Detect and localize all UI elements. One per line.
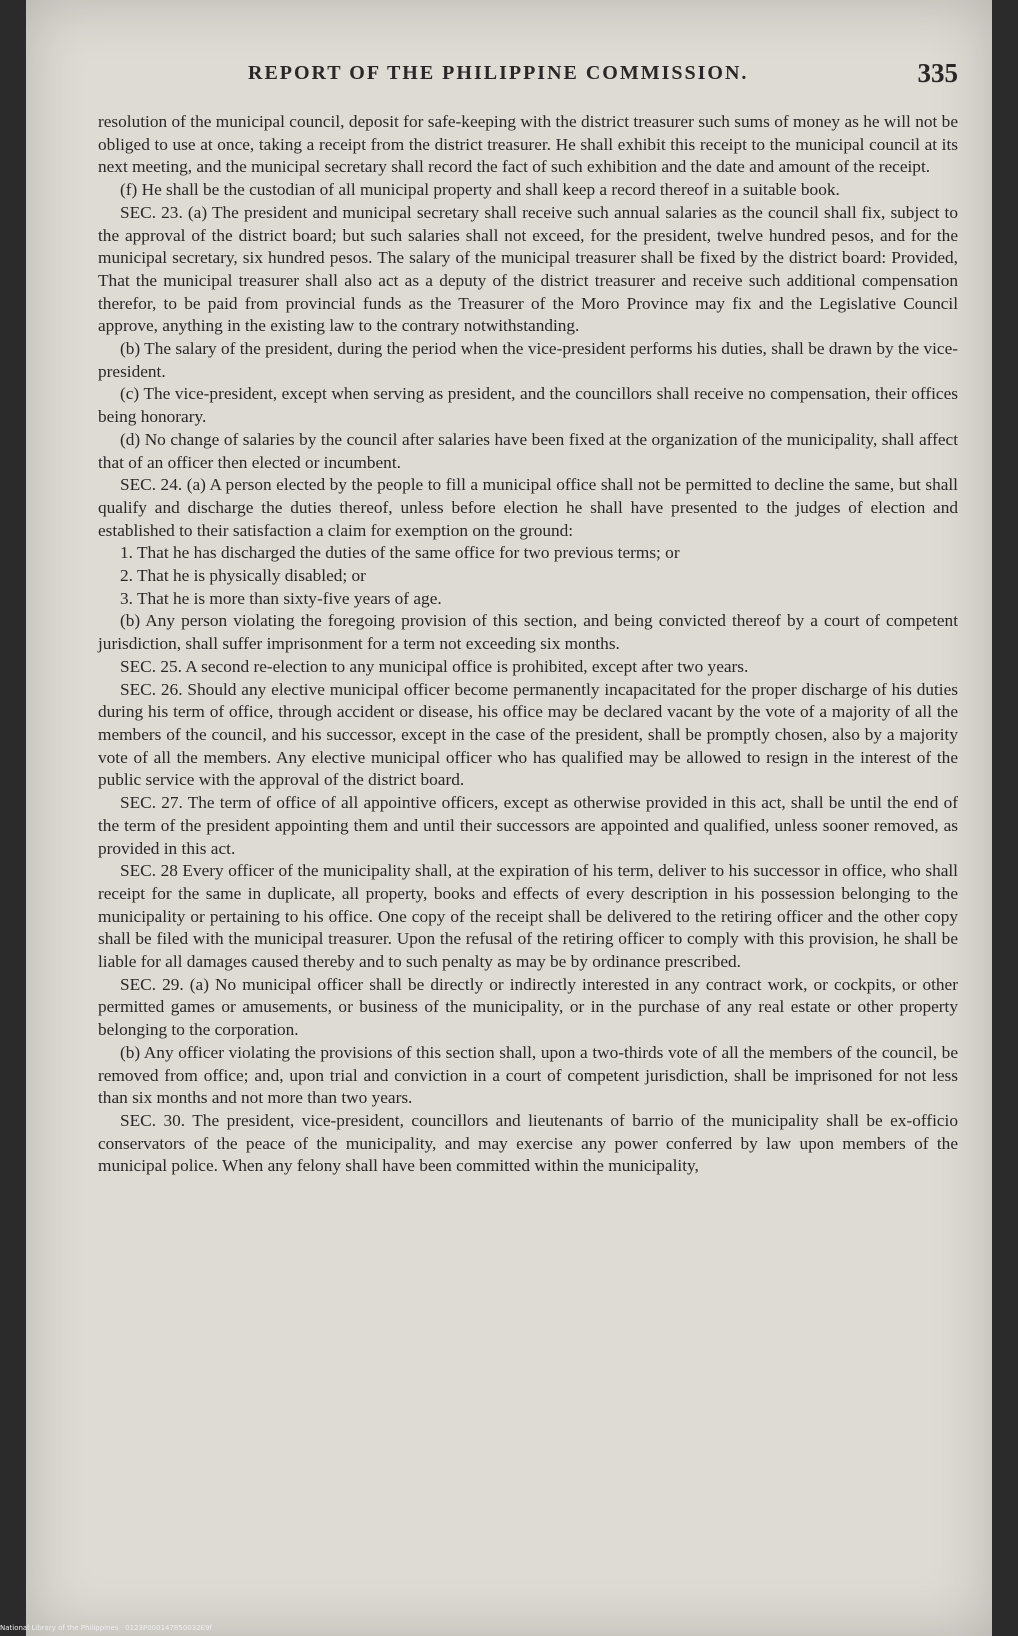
section-paragraph: SEC. 27. The term of office of all appointive officers, except as otherwise provided in this act, shall be until the end of the term of the president appointing them and until their successors are appointed and qualified, unless sooner removed, as provided in this act. [98, 793, 958, 858]
running-title: REPORT OF THE PHILIPPINE COMMISSION. [248, 62, 749, 84]
section-paragraph: SEC. 25. A second re-election to any municipal office is prohibited, except after two years. [120, 656, 749, 676]
page-number: 335 [917, 58, 958, 88]
section-paragraph: SEC. 23. (a) The president and municipal secretary shall receive such annual salaries as the council shall fix, subject to the approval of the district board; but such salaries shall not exceed, for the president, twelve hundred pesos, and for the municipal secretary, six hundred pesos. The salary of the municipal treasurer shall be fixed by the district board: Provided, That the municipal treasurer shall also act as a deputy of the district treasurer and receive such additional compensation therefor, to be paid from provincial funds as the Treasurer of the Moro Province may fix and the Legislative Council approve, anything in the existing law to the contrary notwithstanding. [98, 202, 958, 336]
section-paragraph: SEC. 29. (a) No municipal officer shall be directly or indirectly interested in any contract work, or cockpits, or other permitted games or amusements, or business of the municipality, or in the purchase of any real estate or other property belonging to the corporation. [98, 974, 958, 1040]
list-item: 2. That he is physically disabled; or [120, 566, 366, 586]
paragraph: (c) The vice-president, except when serving as president, and the councillors shall receive no compensation, their offices being honorary. [98, 384, 958, 427]
list-item: 3. That he is more than sixty-five years of age. [120, 588, 442, 608]
paragraph: (b) The salary of the president, during the period when the vice-president performs his duties, shall be drawn by the vice-president. [98, 339, 958, 381]
page-header [98, 58, 958, 92]
list-item: 1. That he has discharged the duties of the same office for two previous terms; or [120, 543, 680, 563]
paragraph: (f) He shall be the custodian of all municipal property and shall keep a record thereof in a suitable book. [120, 180, 840, 200]
section-paragraph: SEC. 24. (a) A person elected by the people to fill a municipal office shall not be permitted to decline the same, but shall qualify and discharge the duties thereof, unless before election he shall have presented to the judges of election and established to their satisfaction a claim for exemption on the ground: [98, 475, 958, 540]
paragraph: (b) Any person violating the foregoing provision of this section, and being convicted thereof by a court of competent jurisdiction, shall suffer imprisonment for a term not exceeding six months. [98, 611, 958, 654]
section-paragraph: SEC. 26. Should any elective municipal officer become permanently incapacitated for the proper discharge of his duties during his term of office, through accident or disease, his office may be declared vacant by the vote of a majority of all the members of the council, and his successor, except in the case of the president, shall be promptly chosen, also by a majority vote of all the members. Any elective municipal officer who has qualified may be allowed to resign in the interest of the public service with the approval of the district board. [98, 679, 958, 790]
section-paragraph: SEC. 28 Every officer of the municipality shall, at the expiration of his term, deliver to his successor in office, who shall receipt for the same in duplicate, all property, books and effects of every description in his possession belonging to the municipality or pertaining to his office. One copy of the receipt shall be delivered to the retiring officer and the other copy shall be filed with the municipal treasurer. Upon the refusal of the retiring officer to comply with this provision, he shall be liable for all damages caused thereby and to such penalty as may be by ordinance prescribed. [98, 861, 958, 972]
paragraph: (b) Any officer violating the provisions of this section shall, upon a two-thirds vote of all the members of the council, be removed from office; and, upon trial and conviction in a court of competent jurisdiction, shall be imprisoned for not less than six months and not more than two years. [98, 1042, 958, 1108]
section-paragraph: SEC. 30. The president, vice-president, councillors and lieutenants of barrio of the municipality shall be ex-officio conservators of the peace of the municipality, and may exercise any power conferred by law upon members of the municipal police. When any felony shall have been committed within the municipality, [98, 1110, 958, 1176]
document-page [26, 0, 992, 1636]
body-text [98, 111, 958, 1178]
paragraph: resolution of the municipal council, deposit for safe-keeping with the district treasurer such sums of money as he will not be obliged to use at once, taking a receipt from the district treasurer. He shall exhibit this receipt to the municipal council at its next meeting, and the municipal secretary shall record the fact of such exhibition and the date and amount of the receipt. [98, 112, 958, 177]
paragraph: (d) No change of salaries by the council after salaries have been fixed at the organization of the municipality, shall affect that of an officer then elected or incumbent. [98, 429, 958, 472]
scan-footer-note: National Library of the Philippines · 0123P000147850032E9f [0, 1624, 212, 1632]
